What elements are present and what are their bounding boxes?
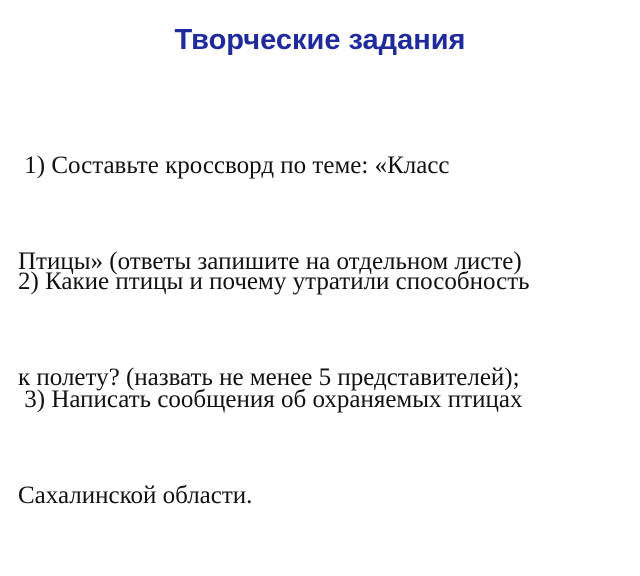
task-item-2-line-1: 2) Какие птицы и почему утратили способность <box>18 268 530 295</box>
task-item-3-line-2: Сахалинской области. <box>18 482 253 509</box>
task-item-3 <box>18 320 628 576</box>
task-item-3-line-1: 3) Написать сообщения об охраняемых птицах <box>18 386 523 413</box>
task-item-2-line-2: к полету? (назвать не менее 5 представителей); <box>18 364 520 391</box>
task-item-1-line-1: 1) Составьте кроссворд по теме: «Класс <box>18 152 450 179</box>
task-item-1-line-2: Птицы» (ответы запишите на отдельном листе) <box>18 248 522 275</box>
slide-title: Творческие задания <box>174 24 466 56</box>
